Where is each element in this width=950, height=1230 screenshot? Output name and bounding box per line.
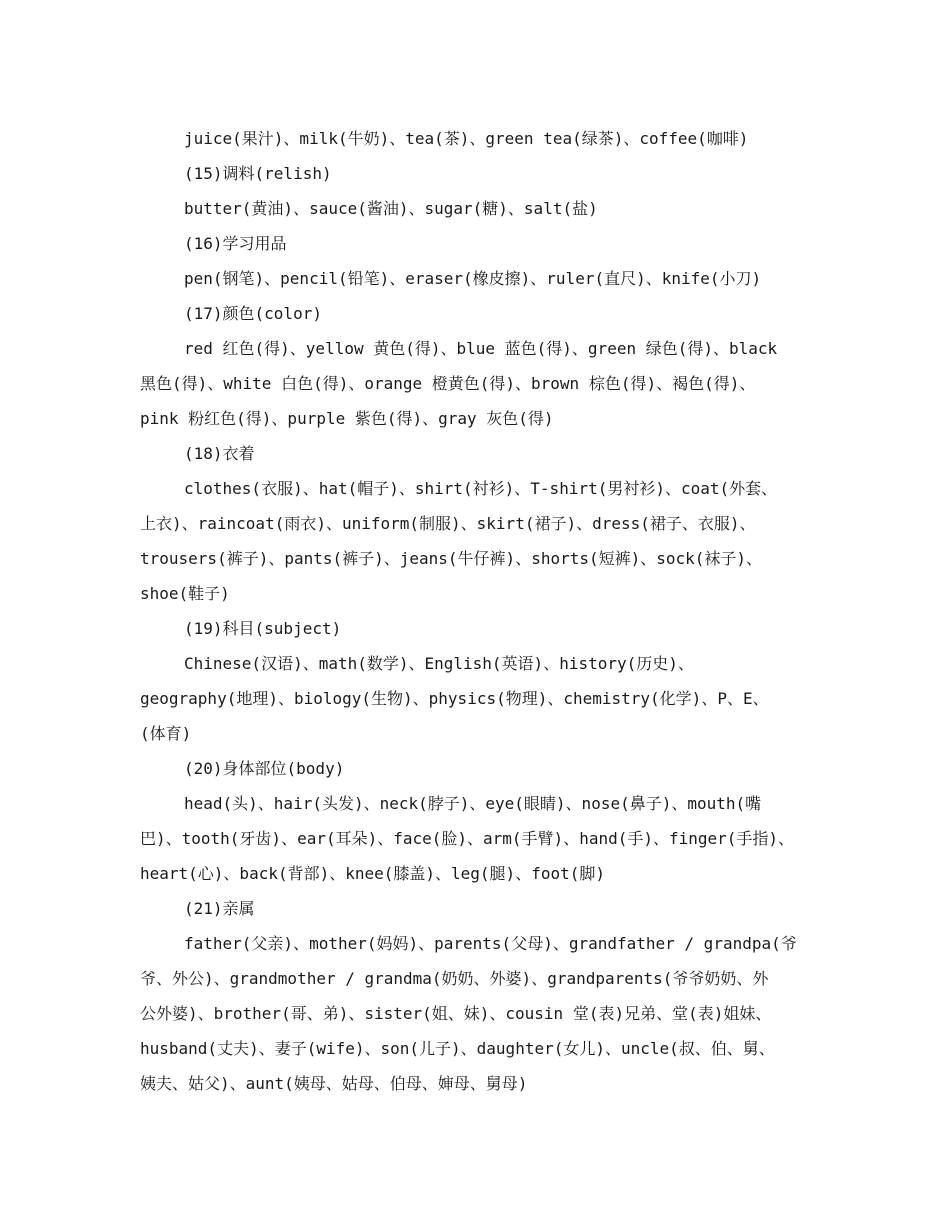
text-line: trousers(裤子)、pants(裤子)、jeans(牛仔裤)、shorts(短裤)、sock(袜子)、 — [140, 549, 763, 568]
text-line: pink 粉红色(得)、purple 紫色(得)、gray 灰色(得) — [140, 409, 554, 428]
section-heading-stationery: (16)学习用品 — [184, 234, 287, 253]
text-line: red 红色(得)、yellow 黄色(得)、blue 蓝色(得)、green 绿色(得)、black — [184, 339, 778, 358]
text-line: clothes(衣服)、hat(帽子)、shirt(衬衫)、T-shirt(男衬衫)、coat(外套、 — [184, 479, 778, 498]
text-line: 上衣)、raincoat(雨衣)、uniform(制服)、skirt(裙子)、dress(裙子、衣服)、 — [140, 514, 756, 533]
document-body — [140, 121, 830, 1101]
text-line: butter(黄油)、sauce(酱油)、sugar(糖)、salt(盐) — [184, 199, 598, 218]
text-line: heart(心)、back(背部)、knee(膝盖)、leg(腿)、foot(脚) — [140, 864, 605, 883]
text-line: 公外婆)、brother(哥、弟)、sister(姐、妹)、cousin 堂(表)兄弟、堂(表)姐妹、 — [140, 1004, 772, 1023]
section-heading-body: (20)身体部位(body) — [184, 759, 345, 778]
section-heading-color: (17)颜色(color) — [184, 304, 322, 323]
text-line: 巴)、tooth(牙齿)、ear(耳朵)、face(脸)、arm(手臂)、hand(手)、finger(手指)、 — [140, 829, 795, 848]
text-line: head(头)、hair(头发)、neck(脖子)、eye(眼睛)、nose(鼻子)、mouth(嘴 — [184, 794, 762, 813]
text-line: juice(果汁)、milk(牛奶)、tea(茶)、green tea(绿茶)、coffee(咖啡) — [184, 129, 749, 148]
section-heading-relatives: (21)亲属 — [184, 899, 255, 918]
text-line: father(父亲)、mother(妈妈)、parents(父母)、grandfather / grandpa(爷 — [184, 934, 797, 953]
text-line: geography(地理)、biology(生物)、physics(物理)、chemistry(化学)、P、E、 — [140, 689, 769, 708]
text-line: 爷、外公)、grandmother / grandma(奶奶、外婆)、grandparents(爷爷奶奶、外 — [140, 969, 769, 988]
text-line: 姨夫、姑父)、aunt(姨母、姑母、伯母、婶母、舅母) — [140, 1074, 528, 1093]
text-line: 黑色(得)、white 白色(得)、orange 橙黄色(得)、brown 棕色(得)、褐色(得)、 — [140, 374, 756, 393]
text-line: shoe(鞋子) — [140, 584, 230, 603]
section-heading-clothing: (18)衣着 — [184, 444, 255, 463]
section-heading-relish: (15)调料(relish) — [184, 164, 332, 183]
text-line: (体育) — [140, 724, 192, 743]
text-line: Chinese(汉语)、math(数学)、English(英语)、history(历史)、 — [184, 654, 694, 673]
text-line: pen(钢笔)、pencil(铅笔)、eraser(橡皮擦)、ruler(直尺)、knife(小刀) — [184, 269, 762, 288]
section-heading-subject: (19)科目(subject) — [184, 619, 342, 638]
text-line: husband(丈夫)、妻子(wife)、son(儿子)、daughter(女儿)、uncle(叔、伯、舅、 — [140, 1039, 775, 1058]
